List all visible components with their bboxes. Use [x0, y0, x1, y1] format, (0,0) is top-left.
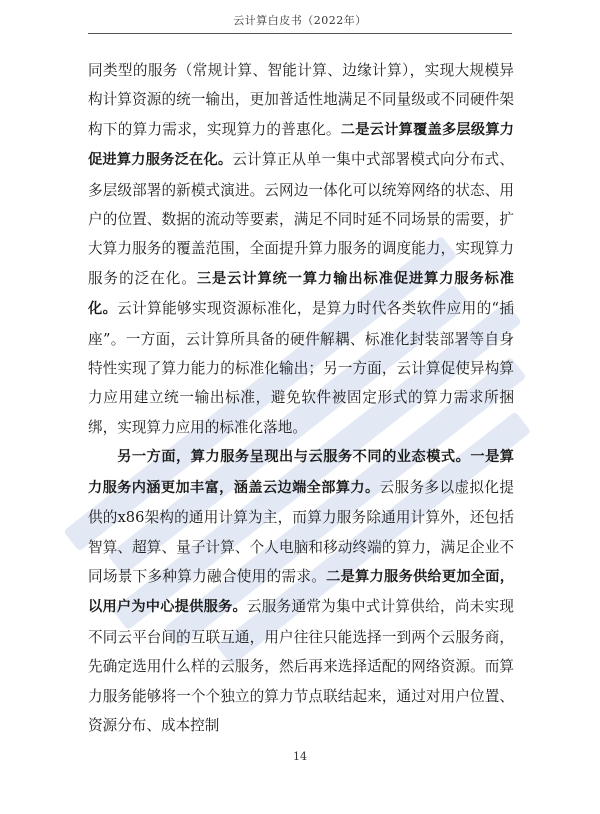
text-run: 云计算正从单一集中式部署模式向分布式、多层级部署的新模式演进。云网边一体化可以统筹网络的状态、用户的位置、数据的流动等要素，满足不同时延不同场景的需要，扩大算力服务的覆盖范围，全面提升算力服务的调度能力，实现算力服务的泛在化。 [88, 151, 514, 287]
text-run: 同类型的服务（常规计算、智能计算、边缘计算），实现大规模异构计算资源的统一输出，更加普适性地满足不同量级或不同硬件架构下的算力需求，实现算力的普惠化。 [88, 62, 514, 138]
text-run: 云服务多以虚拟化提供的x86架构的通用计算为主，而算力服务除通用计算外，还包括智算、超算、量子计算、个人电脑和移动终端的算力，满足企业不同场景下多种算力融合使用的需求。 [88, 478, 514, 585]
running-header: 云计算白皮书（2022年） [233, 14, 367, 27]
body-text [88, 56, 514, 740]
text-run: 云计算能够实现资源标准化，是算力时代各类软件应用的“插座”。一方面，云计算所具备的硬件解耦、标准化封装部署等自身特性实现了算力能力的标准化输出；另一方面，云计算促使异构算力应用建立统一输出标准，避免软件被固定形式的算力需求所捆绑，实现算力应用的标准化落地。 [88, 300, 514, 436]
bold-phrase: 二是云计算覆盖多层级算力促进算力服务泛在化。 [88, 121, 514, 169]
paragraph [88, 56, 514, 442]
paragraph [88, 442, 514, 740]
text-run: 云服务通常为集中式计算供给，尚未实现不同云平台间的互联互通，用户往往只能选择一到两个云服务商，先确定选用什么样的云服务，然后再来选择适配的网络资源。而算力服务能够将一个个独立的算力节点联结起来，通过对用户位置、资源分布、成本控制 [88, 598, 514, 734]
bold-phrase: 二是算力服务供给更加全面，以用户为中心提供服务。 [88, 568, 514, 616]
bold-phrase: 三是云计算统一算力输出标准促进算力服务标准化。 [88, 270, 514, 318]
bold-phrase: 另一方面，算力服务呈现出与云服务不同的业态模式。一是算力服务内涵更加丰富，涵盖云边端全部算力。 [88, 449, 514, 496]
header-rule [88, 33, 512, 34]
page-number: 14 [293, 750, 307, 763]
